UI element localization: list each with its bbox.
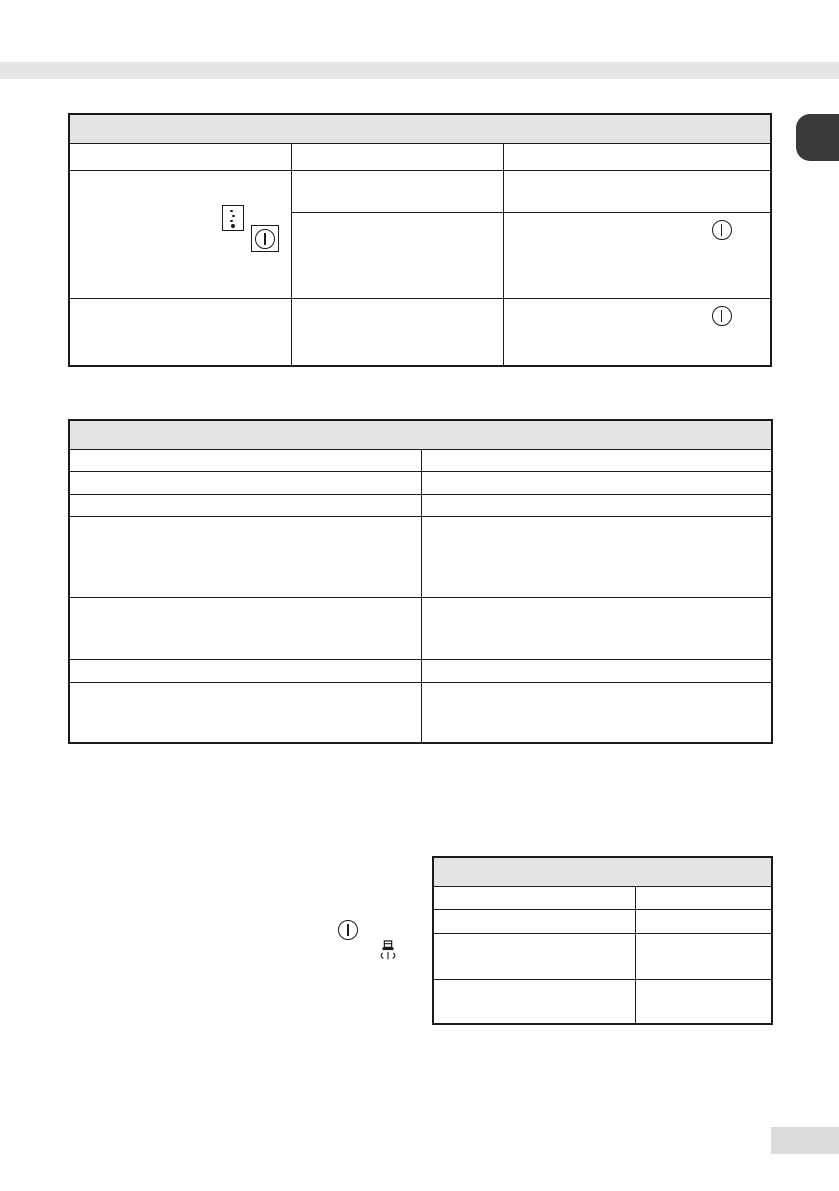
table2-cell	[421, 659, 772, 682]
troubleshooting-table	[68, 113, 772, 367]
table2-cell	[69, 494, 421, 516]
table1-cell	[291, 212, 503, 298]
water-tank-frame	[222, 205, 244, 231]
power-icon	[255, 229, 275, 249]
language-side-tab	[796, 114, 839, 161]
table2-cell	[421, 494, 772, 516]
table3-col-header	[433, 886, 635, 909]
page-number-box	[771, 1127, 839, 1154]
table2-cell	[69, 516, 421, 597]
table1-col-header	[69, 143, 291, 170]
table1-cell	[503, 170, 771, 212]
table1-title	[69, 114, 771, 143]
table3-cell	[635, 909, 772, 933]
table3-cell	[635, 979, 772, 1024]
steam-burst-icon	[376, 940, 400, 962]
water-tank-icon	[226, 207, 240, 229]
table2-cell	[421, 471, 772, 494]
table1-cell	[291, 170, 503, 212]
table1-col-header	[291, 143, 503, 170]
table3-cell	[433, 909, 635, 933]
power-icon	[712, 306, 732, 326]
table1-cell	[69, 170, 291, 298]
table2-col-header	[69, 449, 421, 471]
power-frame	[251, 225, 279, 252]
table2-cell	[421, 682, 772, 743]
table2-cell	[69, 471, 421, 494]
table1-cell	[503, 212, 771, 298]
table2-cell	[69, 682, 421, 743]
table2-col-header	[421, 449, 772, 471]
table1-cell	[503, 298, 771, 366]
specifications-table	[68, 419, 773, 744]
table3-title	[433, 857, 772, 886]
table1-col-header	[503, 143, 771, 170]
steam-settings-table	[432, 856, 773, 1025]
power-icon	[338, 920, 358, 940]
table1-cell	[69, 298, 291, 366]
table2-title	[69, 420, 772, 449]
header-band	[0, 62, 839, 79]
table3-cell	[433, 933, 635, 979]
table3-col-header	[635, 886, 772, 909]
table1-cell	[291, 298, 503, 366]
table2-cell	[69, 659, 421, 682]
table2-cell	[421, 597, 772, 659]
table2-cell	[421, 516, 772, 597]
table2-cell	[69, 597, 421, 659]
table3-cell	[635, 933, 772, 979]
power-icon	[712, 220, 732, 240]
table3-cell	[433, 979, 635, 1024]
